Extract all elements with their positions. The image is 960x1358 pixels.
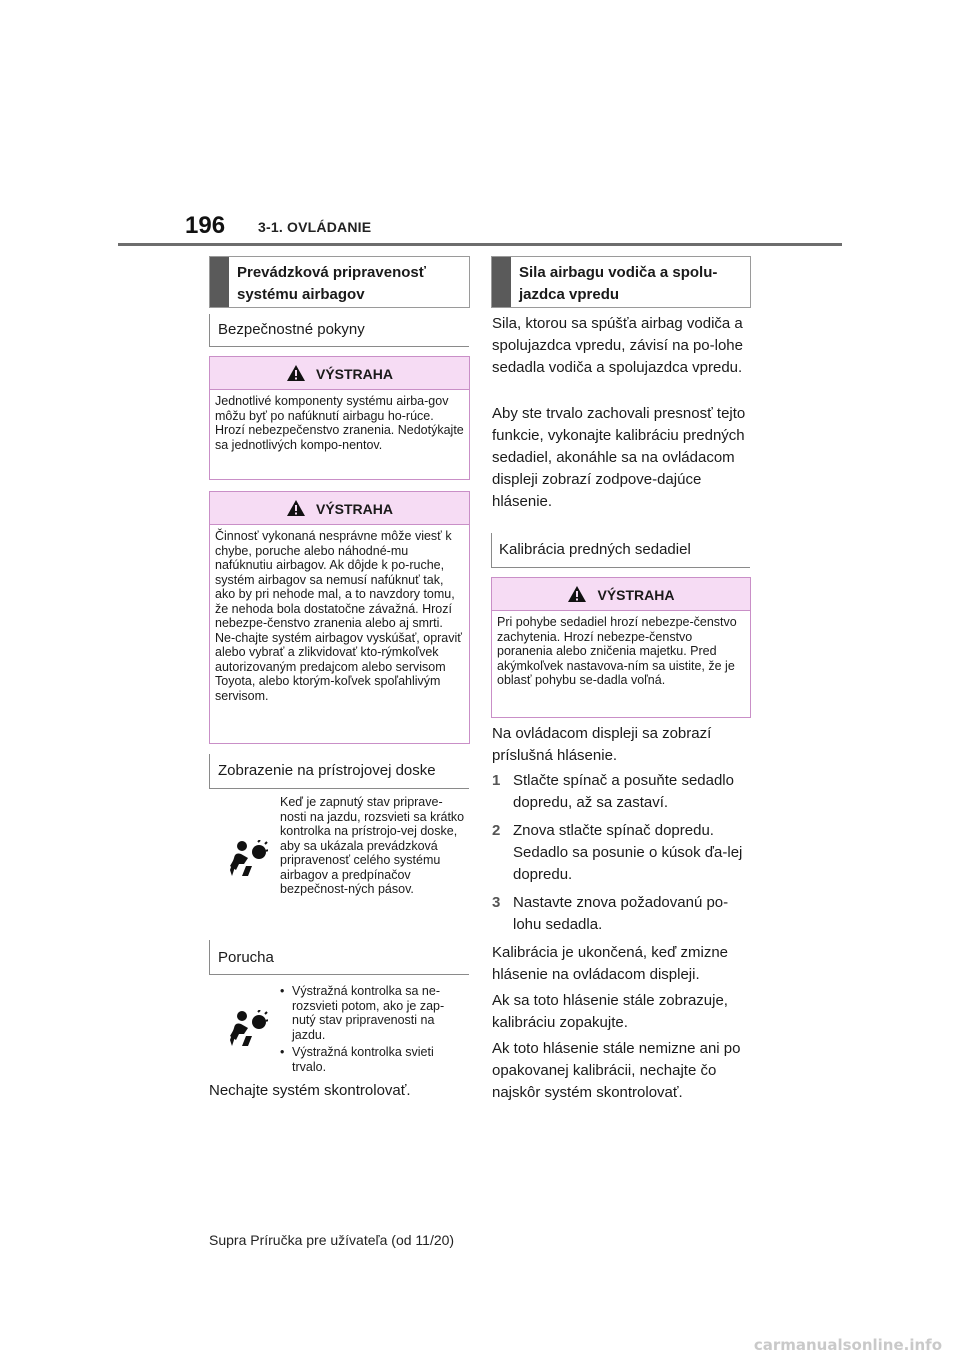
- closing-text: Nechajte systém skontrolovať.: [209, 1082, 411, 1099]
- subhead-rule: [491, 567, 750, 568]
- step-text-1: Stlačte spínač a posuňte sedadlo dopredu, až sa zastaví.: [513, 772, 734, 811]
- step-number-1: 1: [492, 772, 501, 789]
- warning-box-2: [209, 491, 470, 744]
- warning-triangle-icon: [286, 364, 306, 382]
- subhead-display: Zobrazenie na prístrojovej doske: [218, 762, 436, 779]
- heading-bar: [492, 257, 511, 307]
- step-number-3: 3: [492, 894, 501, 911]
- step-number-2: 2: [492, 822, 501, 839]
- subhead-vline: [209, 754, 210, 788]
- fault-bullet-1: Výstražná kontrolka sa ne-rozsvieti potom, ako je zap-nutý stav pripravenosti na jazdu.: [292, 984, 445, 1042]
- warning-body: [210, 389, 469, 479]
- subhead-vline: [491, 533, 492, 567]
- airbag-warning-icon: [226, 840, 268, 878]
- paragraph-calibration-done: Kalibrácia je ukončená, keď zmizne hlásenie na ovládacom displeji.: [492, 944, 729, 983]
- warning-text: Činnosť vykonaná nesprávne môže viesť k chybe, poruche alebo náhodné-mu nafúknutiu airbagov. Ak dôjde k po-ruche, systém airbagov sa nemusí nafúknuť tak, ako by pri nehode mal, a to navzdory tomu, že nehoda bola dostatočne závažná. Hrozí nebezpe-čenstvo zranenia alebo aj smrti. Ne-chajte systém airbagov vyskúšať, opraviť alebo vybrať a zlikvidovať kto-rýmkoľvek autorizovaným predajcom alebo servisom Toyota, alebo ktorým-koľvek spoľahlivým servisom.: [215, 529, 462, 703]
- warning-title: VÝSTRAHA: [210, 499, 469, 523]
- warning-title: VÝSTRAHA: [210, 364, 469, 388]
- paragraph-display-message: Na ovládacom displeji sa zobrazí príslušná hlásenie.: [492, 725, 712, 764]
- heading-box-airbag-readiness: [209, 256, 470, 308]
- section-title: 3-1. OVLÁDANIE: [258, 219, 372, 235]
- watermark: carmanualsonline.info: [753, 1336, 942, 1354]
- paragraph-force: Sila, ktorou sa spúšťa airbag vodiča a spolujazdca vpredu, závisí na po-lohe sedadla vodiča a spolujazdca vpredu.: [492, 315, 743, 376]
- subhead-vline: [209, 940, 210, 974]
- heading-bar: [210, 257, 229, 307]
- bullet-dot: •: [280, 984, 285, 998]
- heading-box-airbag-force: [491, 256, 751, 308]
- warning-title: VÝSTRAHA: [492, 585, 750, 609]
- warning-body: [492, 610, 750, 717]
- warning-box-3: [491, 577, 751, 718]
- warning-text: Pri pohybe sedadiel hrozí nebezpe-čenstvo zachytenia. Hrozí nebezpe-čenstvo poranenia alebo zničenia majetku. Pred akýmkoľvek nastavova-ním sa uistite, že je oblasť pohybu se-dadla voľná.: [497, 615, 737, 687]
- header-rule: [118, 243, 842, 246]
- heading-text: Sila airbagu vodiča a spolu-jazdca vpredu: [519, 264, 718, 303]
- paragraph-check: Ak toto hlásenie stále nemizne ani po opakovanej kalibrácii, nechajte čo najskôr systém skontrolovať.: [492, 1040, 741, 1101]
- subhead-safety: Bezpečnostné pokyny: [218, 321, 365, 338]
- subhead-rule: [209, 346, 469, 347]
- subhead-rule: [209, 788, 469, 789]
- fault-bullet-2: Výstražná kontrolka svieti trvalo.: [292, 1045, 434, 1074]
- heading-text: Prevádzková pripravenosť systému airbagov: [237, 264, 426, 303]
- bullet-dot: •: [280, 1045, 285, 1059]
- warning-triangle-icon: [567, 585, 587, 603]
- airbag-warning-icon: [226, 1010, 268, 1048]
- paragraph-calibration-intro: Aby ste trvalo zachovali presnosť tejto funkcie, vykonajte kalibráciu predných sedadiel, akonáhle sa na ovládacom displeji zobrazí zodpove-dajúce hlásenie.: [492, 405, 746, 510]
- subhead-rule: [209, 974, 469, 975]
- display-description: Keď je zapnutý stav priprave-nosti na jazdu, rozsvieti sa krátko kontrolka na prístrojo-vej doske, aby sa ukázala prevádzková pripravenosť celého systému airbagov a predpínačov bezpečnost-ných pásov.: [280, 795, 465, 896]
- page-number: 196: [185, 212, 226, 239]
- warning-text: Jednotlivé komponenty systému airba-gov môžu byť po nafúknutí airbagu ho-rúce. Hrozí nebezpečenstvo zranenia. Nedotýkajte sa jednotlivých kompo-nentov.: [215, 394, 464, 452]
- warning-box-1: [209, 356, 470, 480]
- footer-text: Supra Príručka pre užívateľa (od 11/20): [209, 1232, 455, 1248]
- paragraph-repeat: Ak sa toto hlásenie stále zobrazuje, kalibráciu zopakujte.: [492, 992, 728, 1031]
- step-text-2: Znova stlačte spínač dopredu. Sedadlo sa posunie o kúsok ďa-lej dopredu.: [513, 822, 743, 883]
- subhead-fault: Porucha: [218, 949, 274, 966]
- warning-triangle-icon: [286, 499, 306, 517]
- subhead-vline: [209, 314, 210, 346]
- subhead-calibration: Kalibrácia predných sedadiel: [499, 541, 691, 558]
- warning-body: [210, 524, 469, 743]
- step-text-3: Nastavte znova požadovanú po-lohu sedadla.: [513, 894, 729, 933]
